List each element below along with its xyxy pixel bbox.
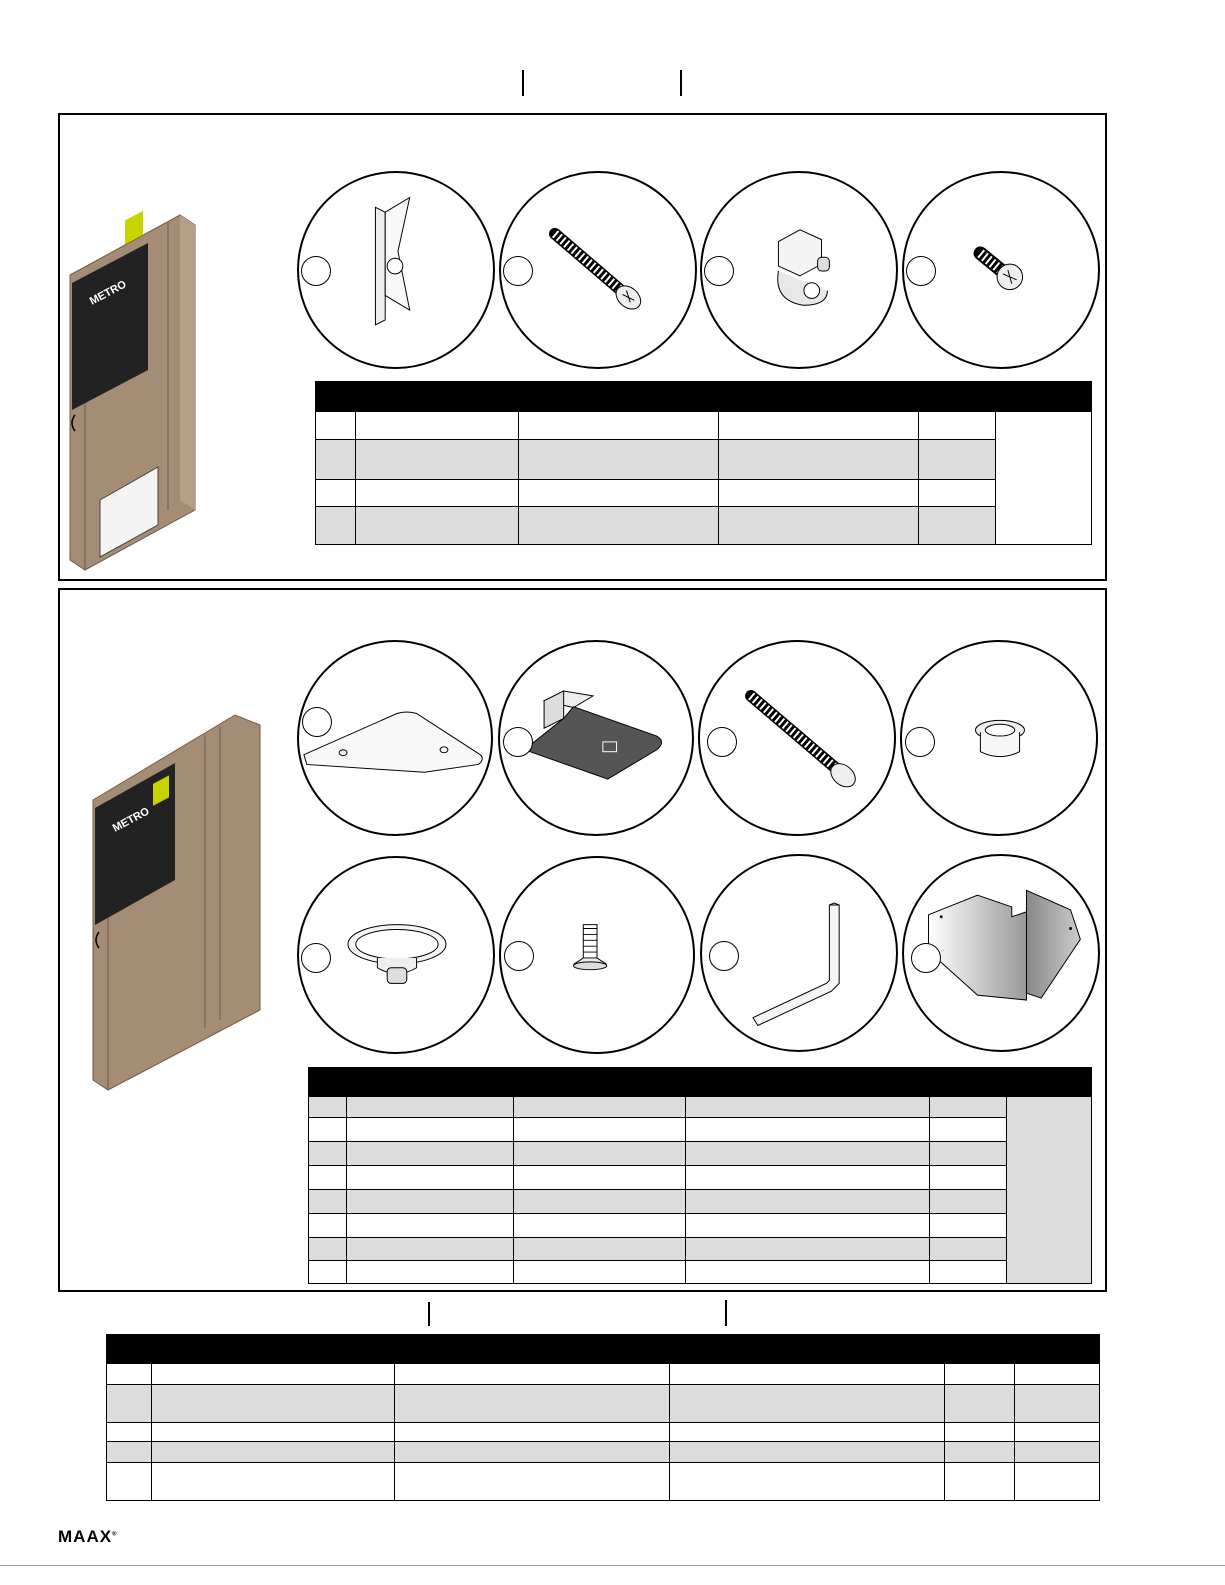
kit-a-parts-table — [315, 381, 1092, 545]
box-logo: METRO — [110, 805, 152, 835]
summary-table — [106, 1334, 1100, 1501]
divider-tick — [680, 70, 682, 96]
part-4-detail — [900, 640, 1098, 836]
kit-b-product-box — [85, 710, 265, 1095]
divider-tick — [428, 1302, 430, 1326]
corner-shelf-icon — [299, 642, 491, 834]
divider-tick — [725, 1300, 727, 1326]
part-2-detail — [499, 171, 697, 369]
kit-a-product-box — [60, 205, 210, 575]
part-3-detail — [700, 171, 898, 369]
brand-logo: MAAX® — [58, 1527, 118, 1546]
table-header — [107, 1335, 1100, 1364]
divider-tick — [522, 70, 524, 96]
part-5-detail — [297, 856, 495, 1054]
part-2-detail — [498, 640, 694, 836]
box-logo: METRO — [87, 278, 129, 308]
part-7-detail — [700, 854, 898, 1052]
part-1-detail — [297, 640, 493, 836]
part-4-detail — [902, 171, 1100, 369]
page-bottom-rule — [0, 1565, 1225, 1566]
part-1-detail — [297, 171, 495, 369]
part-6-detail — [499, 856, 695, 1054]
part-8-detail — [902, 854, 1100, 1052]
table-header — [316, 382, 1092, 412]
kit-b-parts-table — [308, 1067, 1092, 1284]
part-3-detail — [698, 640, 896, 836]
table-header — [309, 1068, 1092, 1097]
